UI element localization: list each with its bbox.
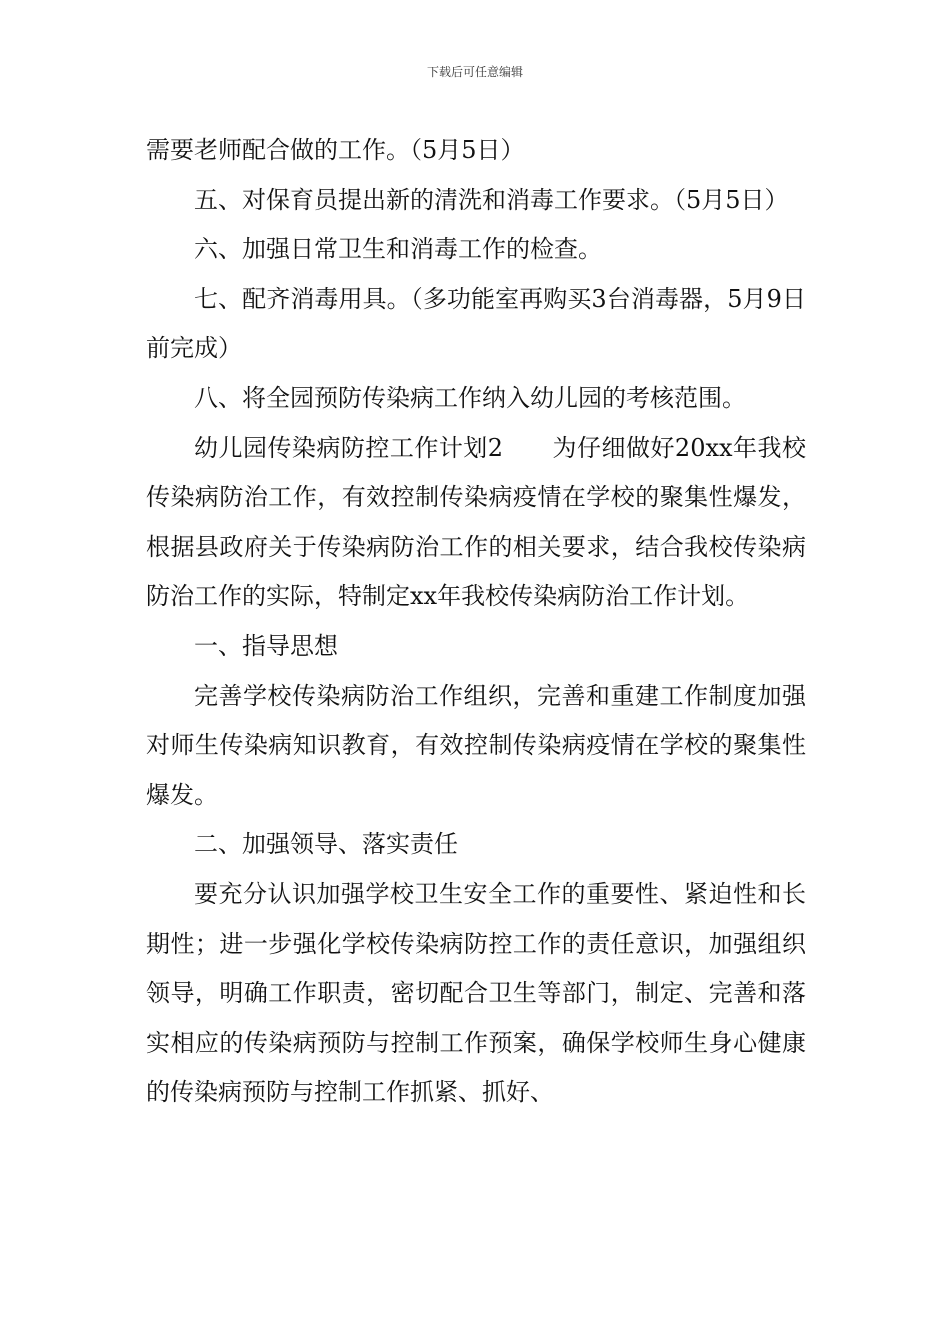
paragraph-2: 五、对保育员提出新的清洗和消毒工作要求。（5月5日） bbox=[194, 185, 789, 214]
paragraph-8: 要充分认识加强学校卫生安全工作的重要性、紧迫性和长期性；进一步强化学校传染病防控工作的责任意识，加强组织领导，明确工作职责，密切配合卫生等部门，制定、完善和落实相应的传染病预防与控制工作预案，确保学校师生身心健康的传染病预防与控制工作抓紧、抓好、 bbox=[146, 879, 806, 1107]
document-body bbox=[146, 126, 806, 1118]
paragraph-4: 七、配齐消毒用具。（多功能室再购买3台消毒器，5月9日前完成） bbox=[146, 284, 806, 363]
page-header: 下载后可任意编辑 bbox=[426, 65, 523, 79]
section-heading-2: 二、加强领导、落实责任 bbox=[194, 830, 458, 859]
paragraph-3: 六、加强日常卫生和消毒工作的检查。 bbox=[194, 235, 602, 264]
paragraph-6: 幼儿园传染病防控工作计划2 为仔细做好20xx年我校传染病防治工作，有效控制传染病疫情在学校的聚集性爆发，根据县政府关于传染病防治工作的相关要求，结合我校传染病防治工作的实际，特制定xx年我校传染病防治工作计划。 bbox=[146, 433, 806, 611]
paragraph-1: 需要老师配合做的工作。（5月5日） bbox=[146, 136, 525, 164]
paragraph-5: 八、将全园预防传染病工作纳入幼儿园的考核范围。 bbox=[194, 383, 746, 412]
section-heading-1: 一、指导思想 bbox=[194, 631, 338, 660]
paragraph-7: 完善学校传染病防治工作组织，完善和重建工作制度加强对师生传染病知识教育，有效控制传染病疫情在学校的聚集性爆发。 bbox=[146, 681, 806, 809]
